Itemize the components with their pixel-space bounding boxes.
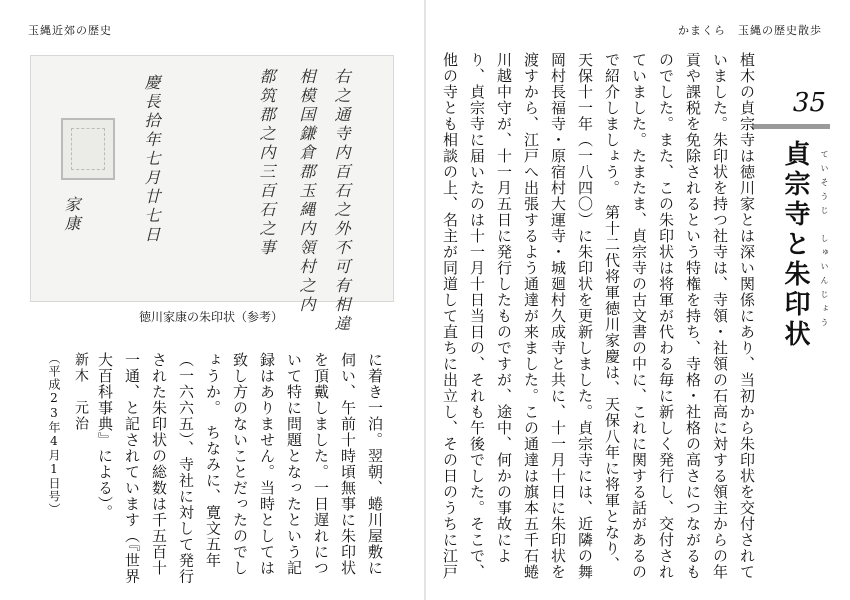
running-head-right: かまくら 玉縄の歴史散歩	[678, 24, 822, 37]
photo-caption: 徳川家康の朱印状（参考）	[138, 310, 283, 324]
author-block	[40, 352, 94, 592]
chapter-title	[777, 140, 814, 350]
chapter-title-text: 貞宗寺と朱印状	[780, 140, 810, 350]
right-page	[426, 0, 850, 600]
manuscript-line: 都筑郡之内三百石之事	[257, 68, 276, 258]
manuscript-line: 慶長拾年七月廿七日	[142, 74, 161, 245]
manuscript-signature: 家康	[62, 196, 81, 234]
running-head-left: 玉縄近郊の歴史	[28, 24, 112, 37]
chapter-number: 35	[792, 88, 826, 118]
author-name: 新木 元治	[73, 352, 89, 432]
manuscript-line: 右之通寺内百石之外不可有相違	[332, 68, 351, 334]
left-page	[0, 0, 424, 600]
manuscript-line: 相模国鎌倉郡玉縄内領村之内	[297, 68, 316, 315]
seal-stamp	[61, 118, 115, 180]
chapter-rule	[752, 124, 830, 129]
body-text-right: 植木の貞宗寺は徳川家とは深い関係にあり、当初から朱印状を交付されていました。朱印状を持つ社寺は、寺領・社領の石高に対する領主からの年貢や課税を免除されるという特権を持ち、寺格・社格の高さにつながるものでした。また、この朱印状は将軍が代わる毎に新しく発行し、交付されていました。たまたま、貞宗寺の古文書の中に、これに関する話があるので紹介しましょう。 第十二代将軍徳川家慶は、天保八年に将軍となり、天保十一年（一八四〇）に朱印状を更新しました。貞宗寺には、近隣の舞岡村長福寺・原宿村大運寺・城廻村久成寺と共に、十一月十日に朱印状を渡すから、江戸へ出張するよう通達が来ました。この通達は旗本五千石蜷川越中守が、十一月五日に発行したものですが、途中、何かの事故により、貞宗寺に届いたのは十一月十日当日の、それも午後でした。そこで、他の寺とも相談の上、名主が同道して直ちに出立し、その日のうちに江戸	[441, 52, 756, 580]
chapter-title-ruby: ていそうじ しゅいんじょう	[820, 150, 829, 332]
body-text-left: に着き一泊。翌朝、蜷川屋敷に伺い、午前十時頃無事に朱印状を頂戴しました。一日遅れについて特に問題となったという記録はありません。当時としては致し方のないことだったのでしょうか。 ちなみに、寛文五年（一六六五）、寺社に対して発行された朱印状の総数は千五百十一通、と記されています（『世界大百科事典』による）。	[96, 352, 384, 585]
publication-date: （平成23年4月1日号）	[47, 352, 61, 516]
